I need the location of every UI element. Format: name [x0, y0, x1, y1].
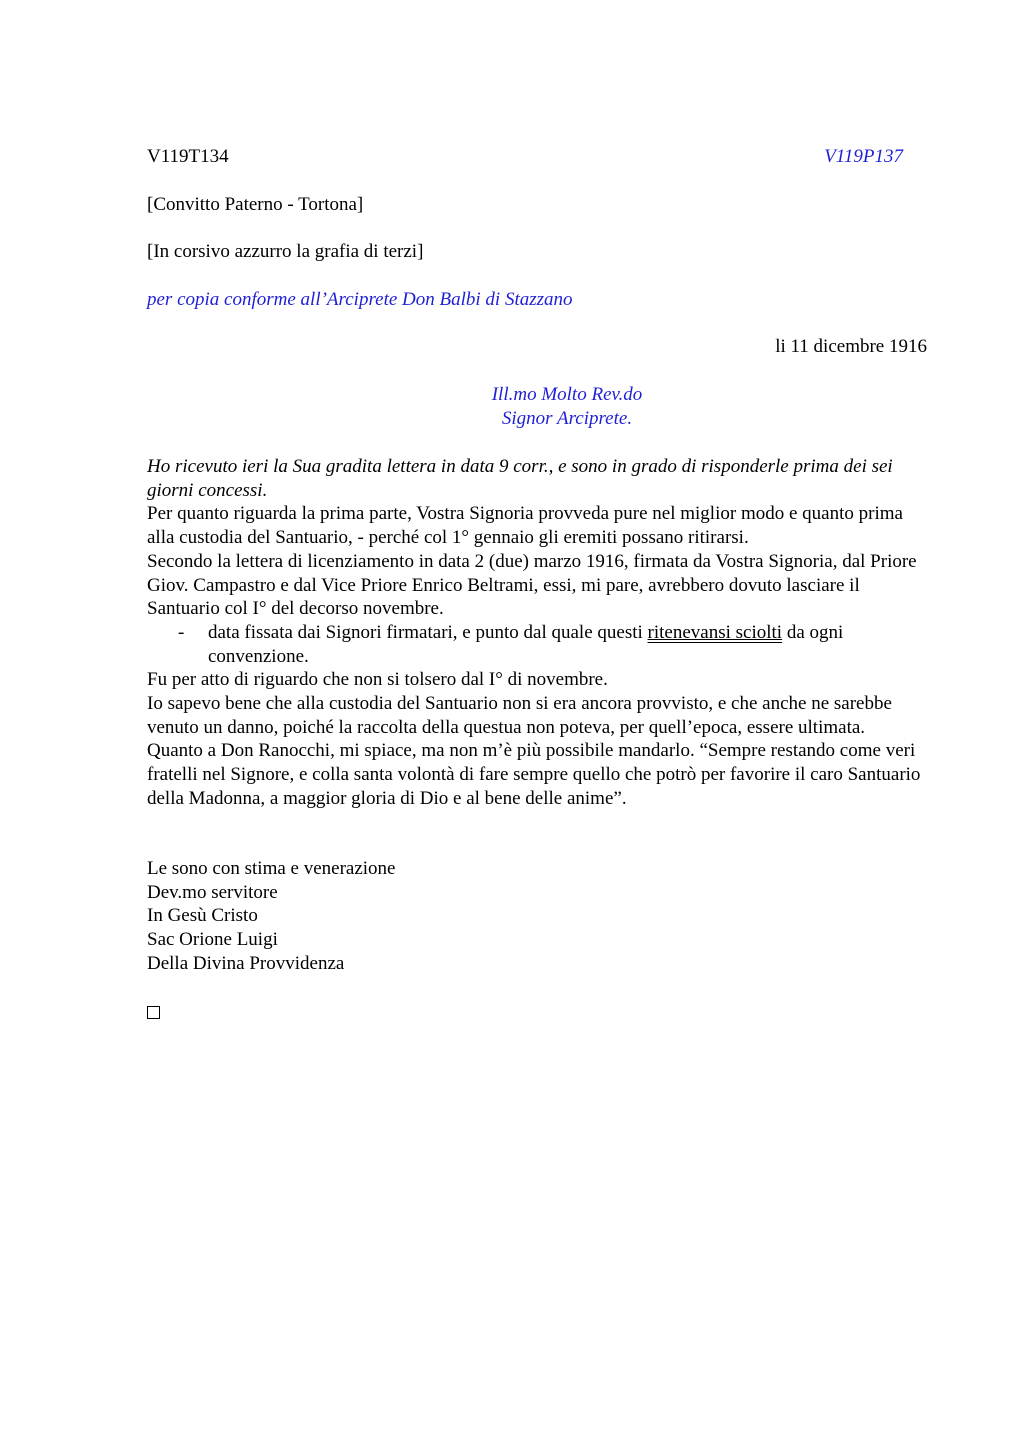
letter-body [147, 455, 929, 811]
salutation-line-1: Ill.mo Molto Rev.do [491, 384, 643, 405]
signature-name: Sac Orione Luigi [147, 929, 278, 951]
closing-line-1: Le sono con stima e venerazione [147, 858, 396, 879]
page-reference-id: V119P137 [824, 146, 903, 167]
body-paragraph-1: Per quanto riguarda la prima parte, Vostra Signoria provveda pure nel miglior modo e quanto prima alla custodia del Santuario, - perché col 1° gennaio gli eremiti possano ritirarsi. [147, 503, 903, 549]
underlined-phrase: ritenevansi sciolti [647, 621, 783, 643]
closing-line-3: In Gesù Cristo [147, 905, 258, 927]
salutation [147, 383, 987, 430]
dash-text-before: data fissata dai Signori firmatari, e punto dal quale questi [208, 621, 648, 643]
salutation-line-2: Signor Arciprete. [501, 407, 633, 429]
dash-list-item [147, 621, 929, 668]
body-paragraph-2: Secondo la lettera di licenziamento in data 2 (due) marzo 1916, firmata da Vostra Signoria, dal Priore Giov. Campastro e dal Vice Priore Enrico Beltrami, essi, mi pare, avrebbero dovuto lasciare il Santuario col I° del decorso novembre. [147, 550, 917, 620]
body-paragraph-5: Quanto a Don Ranocchi, mi spiace, ma non m’è più possibile mandarlo. “Sempre restando come veri fratelli nel Signore, e colla santa volontà di fare sempre quello che potrò per favorire il caro Santuario della Madonna, a maggior gloria di Dio e al bene delle anime”. [147, 740, 921, 809]
copy-note: per copia conforme all’Arciprete Don Balbi di Stazzano [147, 289, 573, 310]
closing-block [147, 857, 395, 976]
body-paragraph-3: Fu per atto di riguardo che non si tolsero dal I° di novembre. [147, 669, 608, 691]
header-row [147, 145, 903, 169]
dash-bullet: - [178, 621, 185, 643]
letter-date: li 11 dicembre 1916 [775, 336, 927, 357]
legend-note: [In corsivo azzurro la grafia di terzi] [147, 241, 424, 262]
dash-text-after: da ogni convenzione. [208, 621, 844, 667]
signature-congregation: Della Divina Provvidenza [147, 952, 345, 974]
intro-paragraph: Ho ricevuto ieri la Sua gradita lettera in data 9 corr., e sono in grado di risponderle prima dei sei giorni concessi. [147, 456, 893, 501]
closing-line-2: Dev.mo servitore [147, 881, 278, 903]
body-paragraph-4: Io sapevo bene che alla custodia del Santuario non si era ancora provvisto, e che anche ne sarebbe venuto un danno, poiché la raccolta della questua non poteva, per quell’epoca, essere ultimata. [147, 693, 892, 738]
document-id: V119T134 [147, 146, 229, 167]
location-note: [Convitto Paterno - Tortona] [147, 194, 364, 215]
checkbox-square-icon [147, 1006, 160, 1019]
